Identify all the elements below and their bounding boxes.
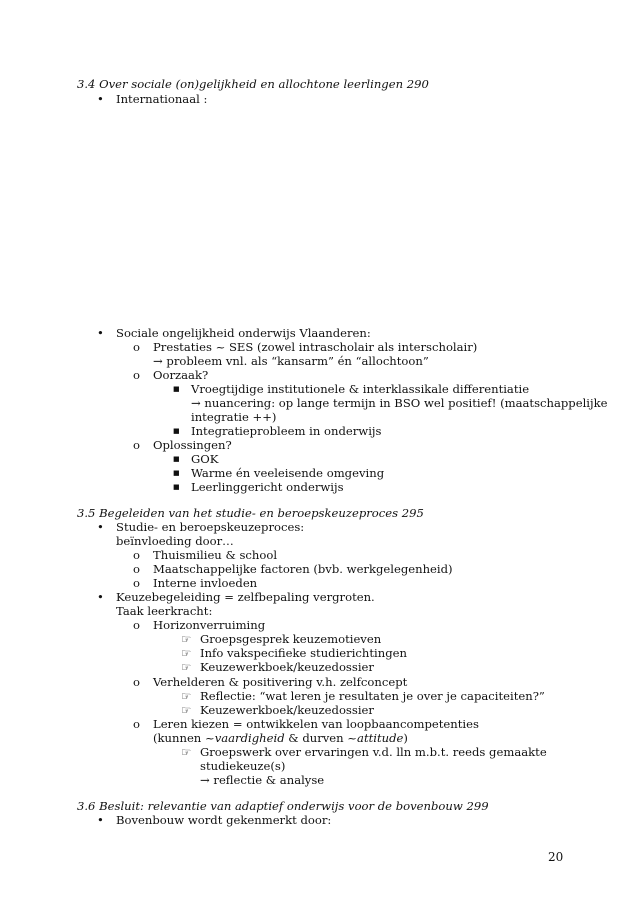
item-groepswerk-line2: studiekeuze(s) — [200, 759, 286, 773]
item-oorzaak: Oorzaak? — [153, 368, 209, 382]
item-groepswerk-line3: → reflectie & analyse — [200, 773, 325, 787]
durven-text: & durven ~ — [284, 731, 358, 745]
circle-bullet-icon: o — [133, 340, 140, 354]
item-groepsgesprek: Groepsgesprek keuzemotieven — [200, 632, 382, 646]
kunnen-suffix: ) — [403, 731, 408, 745]
section-heading-3-4: 3.4 Over sociale (on)gelijkheid en allochtone leerlingen 290 — [77, 77, 429, 91]
section-heading-3-5: 3.5 Begeleiden van het studie- en beroepskeuzeproces 295 — [77, 506, 424, 520]
item-keuzebegeleiding: Keuzebegeleiding = zelfbepaling vergroten. — [116, 590, 375, 604]
item-maatschappelijke: Maatschappelijke factoren (bvb. werkgelegenheid) — [153, 562, 453, 576]
item-kunnen-durven — [153, 731, 408, 745]
kunnen-prefix: (kunnen ~ — [153, 731, 215, 745]
circle-bullet-icon: o — [133, 548, 140, 562]
circle-bullet-icon: o — [133, 618, 140, 632]
section-heading-3-6: 3.6 Besluit: relevantie van adaptief onderwijs voor de bovenbouw 299 — [77, 799, 489, 813]
circle-bullet-icon: o — [133, 576, 140, 590]
item-sociale-ongelijkheid: Sociale ongelijkheid onderwijs Vlaanderen: — [116, 326, 371, 340]
square-bullet-icon: ■ — [173, 427, 180, 435]
circle-bullet-icon: o — [133, 562, 140, 576]
pointing-hand-icon: ☞ — [181, 632, 192, 646]
item-leerlinggericht: Leerlinggericht onderwijs — [191, 480, 344, 494]
item-prestaties: Prestaties ~ SES (zowel intrascholair als interscholair) — [153, 340, 478, 354]
bullet-dot-icon: • — [97, 590, 104, 604]
square-bullet-icon: ■ — [173, 385, 180, 393]
pointing-hand-icon: ☞ — [181, 703, 192, 717]
item-groepswerk-line1: Groepswerk over ervaringen v.d. lln m.b.t. reeds gemaakte — [200, 745, 547, 759]
item-keuzewerkboek-1: Keuzewerkboek/keuzedossier — [200, 660, 374, 674]
item-gok: GOK — [191, 452, 219, 466]
pointing-hand-icon: ☞ — [181, 660, 192, 674]
circle-bullet-icon: o — [133, 675, 140, 689]
bullet-dot-icon: • — [97, 813, 104, 827]
item-vroegtijdige: Vroegtijdige institutionele & interklassikale differentiatie — [191, 382, 530, 396]
pointing-hand-icon: ☞ — [181, 689, 192, 703]
item-bovenbouw: Bovenbouw wordt gekenmerkt door: — [116, 813, 332, 827]
vaardigheid-term: vaardigheid — [214, 731, 285, 745]
item-verhelderen: Verhelderen & positivering v.h. zelfconcept — [153, 675, 408, 689]
item-reflectie: Reflectie: “wat leren je resultaten je over je capaciteiten?” — [200, 689, 545, 703]
item-prestaties-arrow: → probleem vnl. als “kansarm” én “allochtoon” — [153, 354, 429, 368]
square-bullet-icon: ■ — [173, 469, 180, 477]
item-beinvloeding: beïnvloeding door… — [116, 534, 234, 548]
circle-bullet-icon: o — [133, 717, 140, 731]
item-integratieprobleem: Integratieprobleem in onderwijs — [191, 424, 382, 438]
item-thuismilieu: Thuismilieu & school — [153, 548, 278, 562]
item-oplossingen: Oplossingen? — [153, 438, 232, 452]
pointing-hand-icon: ☞ — [181, 745, 192, 759]
attitude-term: attitude — [357, 731, 404, 745]
circle-bullet-icon: o — [133, 438, 140, 452]
item-nuancering-line2: integratie ++) — [191, 410, 277, 424]
circle-bullet-icon: o — [133, 368, 140, 382]
item-nuancering-line1: → nuancering: op lange termijn in BSO wel positief! (maatschappelijke — [191, 396, 608, 410]
item-horizonverruiming: Horizonverruiming — [153, 618, 266, 632]
bullet-dot-icon: • — [97, 326, 104, 340]
pointing-hand-icon: ☞ — [181, 646, 192, 660]
item-taak-leerkracht: Taak leerkracht: — [116, 604, 213, 618]
item-leren-kiezen: Leren kiezen = ontwikkelen van loopbaancompetenties — [153, 717, 479, 731]
item-interne-invloeden: Interne invloeden — [153, 576, 258, 590]
page-number: 20 — [548, 850, 564, 864]
bullet-dot-icon: • — [97, 92, 104, 106]
square-bullet-icon: ■ — [173, 483, 180, 491]
item-internationaal: Internationaal : — [116, 92, 208, 106]
square-bullet-icon: ■ — [173, 455, 180, 463]
item-info-vakspecifieke: Info vakspecifieke studierichtingen — [200, 646, 407, 660]
bullet-dot-icon: • — [97, 520, 104, 534]
item-studie-beroepskeuze: Studie- en beroepskeuzeproces: — [116, 520, 305, 534]
item-warme-omgeving: Warme én veeleisende omgeving — [191, 466, 385, 480]
item-keuzewerkboek-2: Keuzewerkboek/keuzedossier — [200, 703, 374, 717]
